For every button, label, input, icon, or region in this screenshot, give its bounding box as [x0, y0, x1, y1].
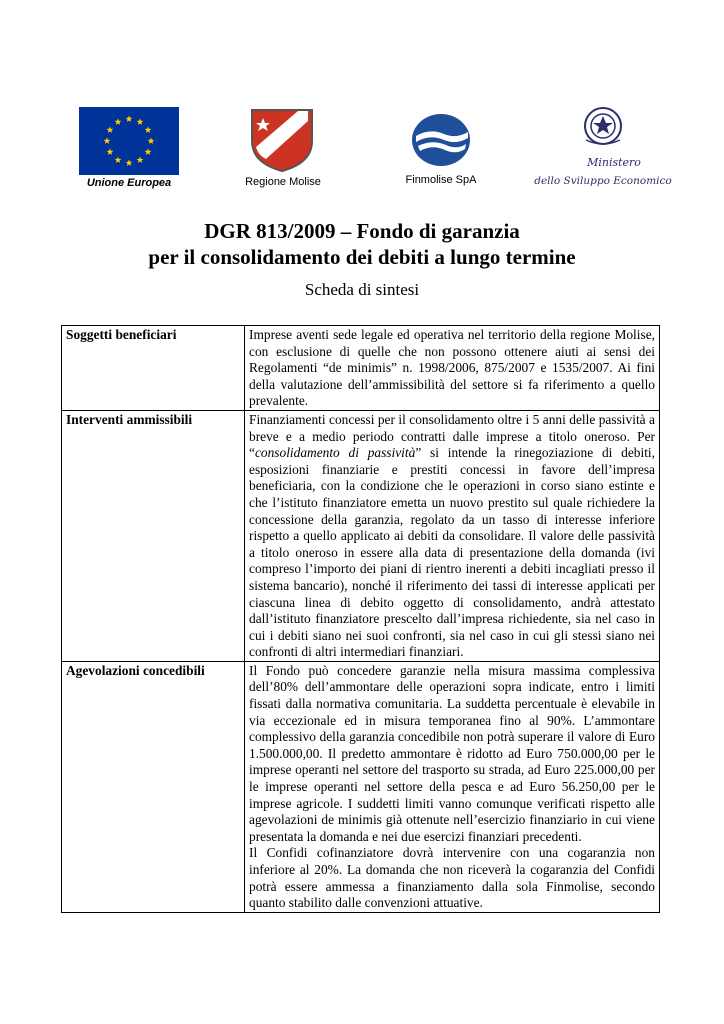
ministero-sviluppo-economico-logo [528, 102, 678, 192]
row-paragraph: Il Fondo può concedere garanzie nella misura massima complessiva dell’80% dell’ammontare delle operazioni sopra indicate, entro i limiti fissati dalla normativa comunitaria. La suddetta percentuale è elevabile in via eccezionale ed in misura temporanea fino al 90%. L’ammontare complessivo della garanzia concedibile non potrà superare il valore di Euro 1.500.000,00. Il predetto ammontare è ridotto ad Euro 750.000,00 per le imprese operanti nel settore del trasporto su strada, ad Euro 225.000,00 per le imprese operanti nel settore della pesca e ad Euro 56.250,00 per le imprese agricole. I suddetti limiti vanno comunque verificati rispetto alle agevolazioni de minimis già ottenute nell’esercizio finanziario in cui viene presentata la domanda e nei due esercizi finanziari precedenti. [249, 662, 655, 844]
row-paragraph: Il Confidi cofinanziatore dovrà intervenire con una cogaranzia non inferiore al 20%. La domanda che non riceverà la cogaranzia del Confidi potrà essere ammessa a finanziamento dalla sola Finmolise, secondo quanto stabilito dalle convenzioni attuative. [249, 845, 655, 911]
row-text [245, 661, 660, 912]
regione-molise-shield-logo [248, 107, 316, 173]
table-row-interventi-ammissibili [62, 410, 660, 661]
svg-text:dello Sviluppo Economico: dello Sviluppo Economico [534, 175, 672, 187]
document-title-line-2: per il consolidamento dei debiti a lungo termine [148, 245, 576, 269]
table-row-soggetti-beneficiari [62, 326, 660, 411]
finmolise-logo [410, 112, 472, 168]
row-label: Interventi ammissibili [62, 410, 245, 661]
row-text: Imprese aventi sede legale ed operativa nel territorio della regione Molise, con esclusione di quelle che non possono ottenere aiuti ai sensi dei Regolamenti “de minimis” n. 1998/2006, 875/2007 e 1535/2007. Ai fini della valutazione dell’ammissibilità del settore si fa riferimento a quello prevalente. [245, 326, 660, 411]
document-title-line-1: DGR 813/2009 – Fondo di garanzia [204, 219, 520, 243]
finmolise-logo-label: Finmolise SpA [405, 174, 477, 186]
table-row-agevolazioni-concedibili [62, 661, 660, 912]
eu-flag-logo [79, 107, 179, 175]
row-text [245, 410, 660, 661]
svg-text:Ministero: Ministero [587, 156, 641, 169]
row-label: Agevolazioni concedibili [62, 661, 245, 912]
row-text-italic: consolidamento di passività [254, 445, 416, 461]
regione-molise-logo-label: Regione Molise [245, 176, 321, 188]
row-label: Soggetti beneficiari [62, 326, 245, 411]
summary-table [61, 325, 660, 913]
row-text-part: ” si intende la rinegoziazione di debiti, esposizioni finanziarie e prestiti concessi in favore dell’impresa beneficiaria, con la condizione che le operazioni in corso siano estinte e che l’istituto finanziatore emetta un nuovo prestito sul quale richiedere la concessione della garanzia, regolato da un tasso di interesse inferiore rispetto a quello applicato ai debiti da consolidare. Il valore delle passività a titolo oneroso in essere alla data di presentazione della domanda (ivi compreso l’importo dei piani di rientro inerenti a debiti incagliati presso il sistema bancario), nonché il riferimento dei tassi di interesse applicati per ciascuna linea di debito oggetto di consolidamento, andrà attestato dall’istituto finanziatore prescelto dall’impresa richiedente, sia nel caso in cui i debiti siano nei suoi confronti, sia nel caso in cui gli stessi siano nei confronti di altri intermediari finanziari. [249, 445, 655, 660]
document-subtitle: Scheda di sintesi [304, 280, 420, 299]
row-text-part: Finanziamenti concessi per il consolidamento oltre i 5 anni delle passività a breve e a medio periodo contratti dalle imprese a titolo oneroso. Per “ [249, 411, 655, 461]
eu-logo-label: Unione Europea [86, 177, 172, 189]
